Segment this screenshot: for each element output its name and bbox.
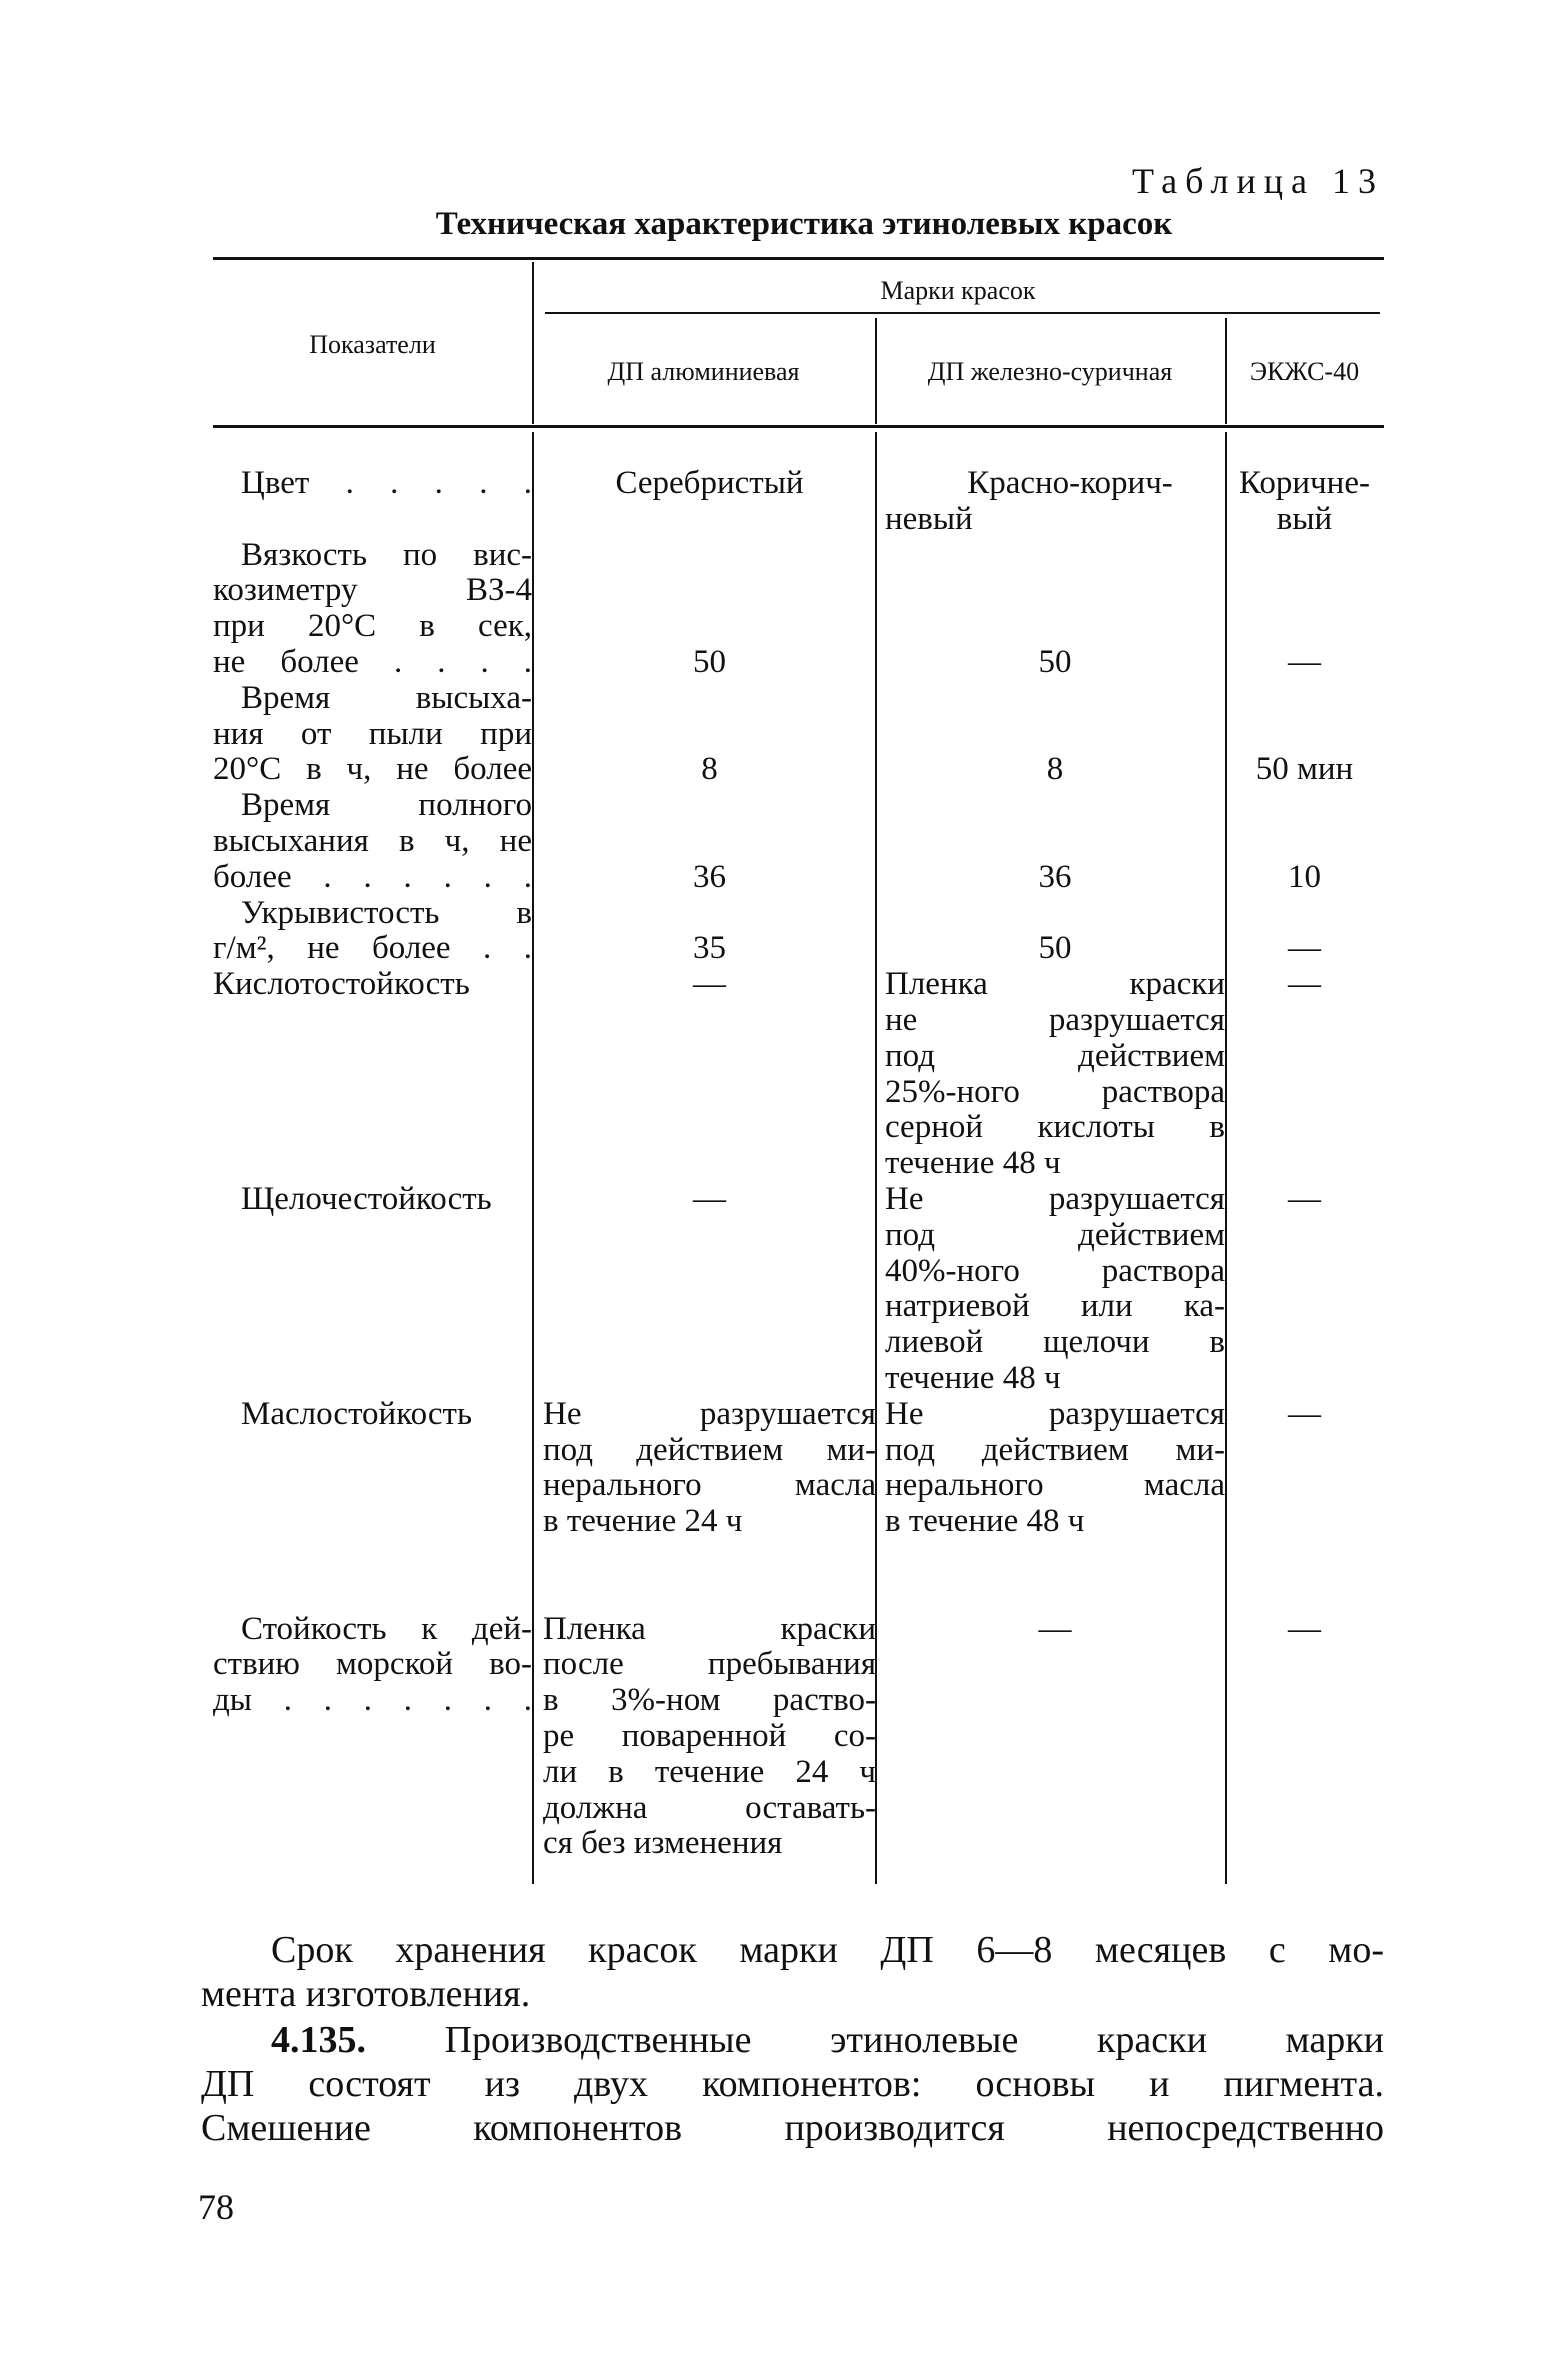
value-cell xyxy=(885,752,1225,788)
paragraph-line: 4.135. Производственные этинолевые краски марки xyxy=(271,2019,1384,2061)
indicator-cell xyxy=(213,466,532,502)
value-line: под действием ми- xyxy=(885,1431,1225,1468)
table-row xyxy=(213,1182,1384,1397)
value-line: натриевой или ка- xyxy=(885,1288,1225,1325)
table-row xyxy=(213,1397,1384,1612)
value-line: Пленка краски xyxy=(543,1610,876,1647)
value-line: 50 мин xyxy=(1255,751,1354,788)
header-col-dp-aluminum: ДП алюминиевая xyxy=(607,357,800,386)
indicator-cell xyxy=(213,1397,532,1433)
indicator-line: г/м², не более . . xyxy=(213,930,532,967)
value-cell xyxy=(1225,752,1384,788)
value-line: — xyxy=(693,1180,726,1217)
value-line: — xyxy=(693,966,726,1003)
value-cell xyxy=(885,860,1225,896)
paragraph-storage xyxy=(201,1928,1384,2016)
value-cell xyxy=(543,1397,876,1540)
indicator-line: при 20°С в сек, xyxy=(213,608,532,645)
value-cell xyxy=(543,967,876,1003)
header-bottom-rule xyxy=(213,425,1384,428)
value-line: 50 xyxy=(1038,930,1072,967)
indicator-line: козиметру ВЗ-4 xyxy=(213,572,532,609)
value-line: течение 48 ч xyxy=(885,1145,1061,1182)
value-line: 36 xyxy=(693,858,726,895)
value-cell xyxy=(543,860,876,896)
value-line: в течение 48 ч xyxy=(885,1503,1085,1540)
indicator-cell xyxy=(213,1182,532,1218)
value-cell xyxy=(885,967,1225,1182)
value-line: 10 xyxy=(1288,858,1321,895)
value-line: ся без изменения xyxy=(543,1825,783,1862)
value-line: 40%-ного раствора xyxy=(885,1252,1225,1289)
value-line: Пленка краски xyxy=(885,966,1225,1003)
value-cell xyxy=(543,931,876,967)
value-cell xyxy=(1225,466,1384,538)
indicator-line: 20°С в ч, не более xyxy=(213,751,532,788)
value-cell xyxy=(1225,931,1384,967)
value-line: течение 48 ч xyxy=(885,1359,1061,1396)
indicator-line: Щелочестойкость xyxy=(241,1180,492,1217)
paragraph-line: Смешение компонентов производится непосредственно xyxy=(201,2107,1384,2149)
table-row xyxy=(213,967,1384,1182)
value-line: Не разрушается xyxy=(543,1395,876,1432)
column-divider xyxy=(1225,318,1227,424)
value-line: 36 xyxy=(1038,858,1072,895)
table-row xyxy=(213,896,1384,968)
value-line: под действием ми- xyxy=(543,1431,876,1468)
value-line: в 3%-ном раство- xyxy=(543,1682,876,1719)
value-line: нерального масла xyxy=(885,1467,1225,1504)
table-label: Таблица 13 xyxy=(1132,161,1384,201)
value-line: Не разрушается xyxy=(885,1180,1225,1217)
value-line: не разрушается xyxy=(885,1001,1225,1038)
indicator-line: Стойкость к дей- xyxy=(241,1610,532,1647)
value-line: лиевой щелочи в xyxy=(885,1324,1225,1361)
value-line: Коричне- xyxy=(1239,465,1370,501)
value-line: — xyxy=(1288,643,1321,680)
header-sub-rule xyxy=(545,312,1380,314)
value-cell xyxy=(885,1612,1225,1648)
page-number: 78 xyxy=(198,2187,234,2227)
indicator-line: ды . . . . . . . xyxy=(213,1682,532,1719)
value-line: — xyxy=(1038,1610,1072,1647)
value-cell xyxy=(543,752,876,788)
table-row xyxy=(213,681,1384,788)
value-cell xyxy=(1225,1397,1384,1433)
value-line: серной кислоты в xyxy=(885,1109,1225,1146)
value-line: — xyxy=(1288,966,1321,1003)
paragraph-line: ДП состоят из двух компонентов: основы и пигмента. xyxy=(201,2063,1384,2105)
value-line: нерального масла xyxy=(543,1467,876,1504)
indicator-cell xyxy=(213,538,532,681)
header-indicators: Показатели xyxy=(309,330,436,359)
indicator-line: Маслостойкость xyxy=(241,1395,473,1432)
indicator-cell xyxy=(213,896,532,968)
indicator-line: высыхания в ч, не xyxy=(213,822,532,859)
value-line: — xyxy=(1288,1180,1321,1217)
indicator-line: Время полного xyxy=(241,787,532,824)
paragraph-line: Срок хранения красок марки ДП 6—8 месяцев с мо- xyxy=(271,1929,1384,1971)
value-line: Не разрушается xyxy=(885,1395,1225,1432)
value-line: — xyxy=(1288,1395,1321,1432)
value-cell xyxy=(885,645,1225,681)
value-line: Красно-корич- xyxy=(967,465,1173,501)
indicator-cell xyxy=(213,1612,532,1719)
value-line: 50 xyxy=(1038,643,1072,680)
value-line: вый xyxy=(1276,500,1333,537)
indicator-line: Укрывистость в xyxy=(241,894,532,931)
paragraph-line: мента изготовления. xyxy=(201,1973,531,2015)
header-col-dp-iron-minium: ДП железно-суричная xyxy=(927,357,1173,386)
value-cell xyxy=(1225,645,1384,681)
value-cell xyxy=(543,645,876,681)
value-cell xyxy=(543,466,876,502)
indicator-line: более . . . . . . xyxy=(213,858,532,895)
value-line: в течение 24 ч xyxy=(543,1503,743,1540)
table-row xyxy=(213,538,1384,681)
value-line: под действием xyxy=(885,1037,1225,1074)
value-line: после пребывания xyxy=(543,1646,876,1683)
value-line: 35 xyxy=(693,930,726,967)
indicator-cell xyxy=(213,788,532,895)
indicator-line: Кислотостойкость xyxy=(213,966,470,1003)
table-body xyxy=(213,466,1384,1862)
indicator-line: Вязкость по вис- xyxy=(241,536,532,573)
value-cell xyxy=(885,1397,1225,1540)
value-line: — xyxy=(1288,1610,1321,1647)
indicator-line: не более . . . . xyxy=(213,643,532,680)
value-cell xyxy=(543,1612,876,1863)
indicator-line: Время высыха- xyxy=(241,679,532,716)
indicator-line: Цвет . . . . . xyxy=(241,465,532,501)
indicator-cell xyxy=(213,967,532,1003)
value-cell xyxy=(1225,967,1384,1003)
indicator-cell xyxy=(213,681,532,788)
section-number: 4.135. xyxy=(271,2019,366,2061)
value-line: 8 xyxy=(1046,751,1064,788)
value-cell xyxy=(885,466,1225,538)
value-cell xyxy=(1225,1182,1384,1218)
indicator-line: ствию морской во- xyxy=(213,1646,532,1683)
column-divider xyxy=(532,262,534,424)
paragraph-4-135 xyxy=(201,2018,1384,2150)
value-line: должна оставать- xyxy=(543,1789,876,1826)
value-line: ре поваренной со- xyxy=(543,1717,876,1754)
value-line: 50 xyxy=(693,643,726,680)
value-cell xyxy=(1225,1612,1384,1648)
value-line: 25%-ного раствора xyxy=(885,1073,1225,1110)
value-line: 8 xyxy=(701,751,718,788)
table-top-rule xyxy=(213,257,1384,260)
table-row xyxy=(213,788,1384,895)
value-cell xyxy=(885,1182,1225,1397)
value-line: ли в течение 24 ч xyxy=(543,1753,876,1790)
header-col-ekzhs40: ЭКЖС-40 xyxy=(1249,357,1360,386)
table-title: Техническая характеристика этинолевых красок xyxy=(435,206,1173,242)
value-line: под действием xyxy=(885,1216,1225,1253)
value-cell xyxy=(1225,860,1384,896)
indicator-line: ния от пыли при xyxy=(213,715,532,752)
value-cell xyxy=(885,931,1225,967)
value-line: Серебристый xyxy=(615,465,804,501)
column-divider xyxy=(875,318,877,424)
value-line: невый xyxy=(885,500,973,537)
table-row xyxy=(213,466,1384,538)
value-line: — xyxy=(1288,930,1321,967)
value-cell xyxy=(543,1182,876,1218)
table-row xyxy=(213,1612,1384,1863)
header-brands: Марки красок xyxy=(880,276,1036,305)
